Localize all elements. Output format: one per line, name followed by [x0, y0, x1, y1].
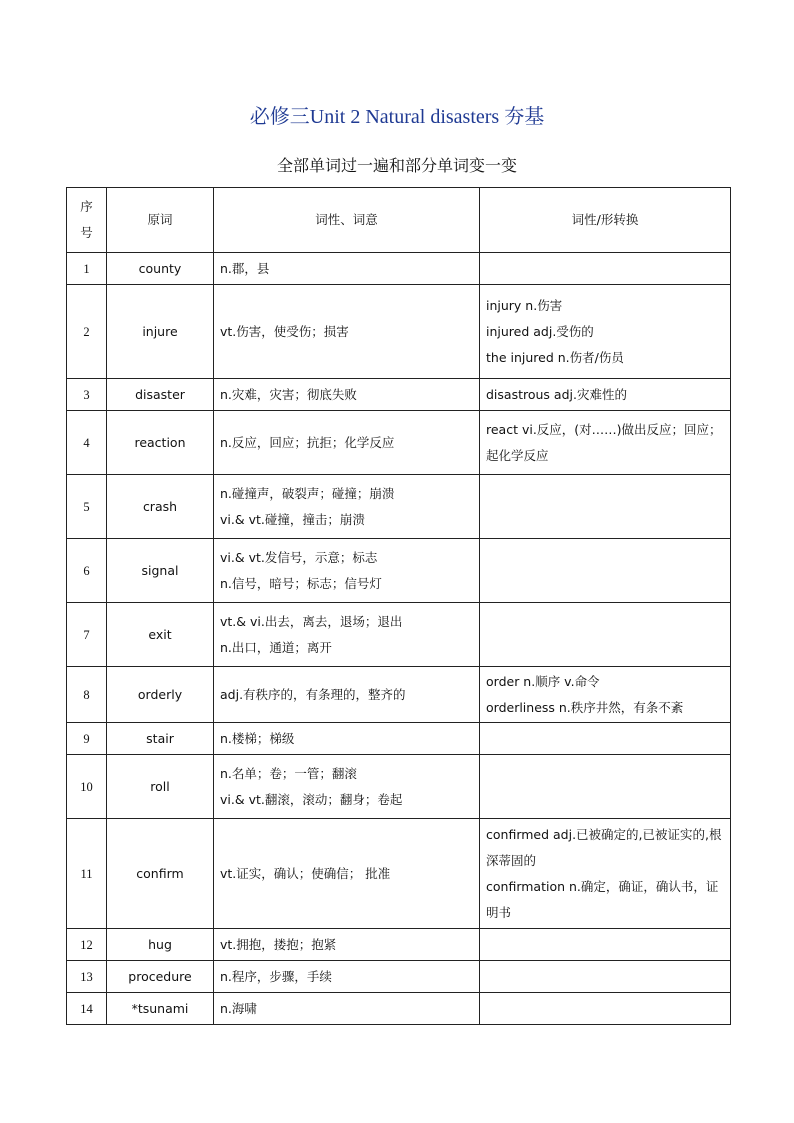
row-meaning [214, 723, 480, 755]
meaning-line: adj.有秩序的，有条理的，整齐的 [220, 686, 406, 702]
row-number: 14 [67, 993, 107, 1025]
row-conversion [480, 379, 731, 411]
row-word: injure [107, 285, 214, 379]
row-number: 3 [67, 379, 107, 411]
header-num-char: 序 [80, 199, 93, 214]
header-word: 原词 [107, 188, 214, 253]
row-conversion [480, 475, 731, 539]
vocabulary-table [66, 187, 731, 1025]
row-meaning [214, 755, 480, 819]
row-word: hug [107, 929, 214, 961]
meaning-line: n.楼梯；梯级 [220, 730, 295, 746]
conversion-line: react vi.反应，(对……)做出反应；回应；起化学反应 [486, 421, 722, 463]
row-conversion [480, 819, 731, 929]
row-conversion [480, 723, 731, 755]
row-conversion [480, 285, 731, 379]
table-row [67, 539, 731, 603]
conversion-line: the injured n.伤者/伤员 [486, 349, 624, 365]
row-number: 5 [67, 475, 107, 539]
row-word: procedure [107, 961, 214, 993]
meaning-line: vt.拥抱，搂抱；抱紧 [220, 936, 337, 952]
meaning-line: n.出口，通道；离开 [220, 639, 332, 655]
table-row [67, 667, 731, 723]
table-row [67, 475, 731, 539]
table-row [67, 819, 731, 929]
row-word: roll [107, 755, 214, 819]
table-row [67, 379, 731, 411]
meaning-line: vt.& vi.出去，离去，退场；退出 [220, 613, 403, 629]
row-meaning [214, 475, 480, 539]
row-meaning [214, 379, 480, 411]
row-conversion [480, 667, 731, 723]
row-meaning [214, 819, 480, 929]
conversion-line: confirmed adj.已被确定的,已被证实的,根深蒂固的 [486, 826, 722, 868]
meaning-line: n.程序，步骤，手续 [220, 968, 332, 984]
row-word: crash [107, 475, 214, 539]
meaning-line: vi.& vt.发信号，示意；标志 [220, 549, 378, 565]
row-meaning [214, 961, 480, 993]
table-row [67, 961, 731, 993]
row-conversion [480, 929, 731, 961]
row-conversion [480, 755, 731, 819]
row-word: exit [107, 603, 214, 667]
row-number: 11 [67, 819, 107, 929]
row-meaning [214, 603, 480, 667]
row-word: orderly [107, 667, 214, 723]
table-row [67, 603, 731, 667]
meaning-line: n.郡，县 [220, 260, 270, 276]
table-row [67, 929, 731, 961]
row-word: signal [107, 539, 214, 603]
row-word: county [107, 253, 214, 285]
row-number: 9 [67, 723, 107, 755]
table-row [67, 411, 731, 475]
row-conversion [480, 411, 731, 475]
row-number: 1 [67, 253, 107, 285]
table-row [67, 993, 731, 1025]
row-conversion [480, 993, 731, 1025]
meaning-line: n.碰撞声，破裂声；碰撞；崩溃 [220, 485, 395, 501]
row-number: 8 [67, 667, 107, 723]
row-word: *tsunami [107, 993, 214, 1025]
row-word: confirm [107, 819, 214, 929]
meaning-line: vi.& vt.翻滚，滚动；翻身；卷起 [220, 791, 403, 807]
row-meaning [214, 929, 480, 961]
row-conversion [480, 961, 731, 993]
row-word: stair [107, 723, 214, 755]
header-conversion: 词性/形转换 [480, 188, 731, 253]
table-row [67, 285, 731, 379]
table-row [67, 755, 731, 819]
conversion-line: confirmation n.确定，确证，确认书，证明书 [486, 878, 719, 920]
conversion-line: disastrous adj.灾难性的 [486, 386, 627, 402]
table-row [67, 723, 731, 755]
row-meaning [214, 411, 480, 475]
table-body [67, 253, 731, 1025]
header-num-char: 号 [80, 225, 93, 240]
conversion-line: injured adj.受伤的 [486, 323, 594, 339]
row-meaning [214, 539, 480, 603]
table-header-row [67, 188, 731, 253]
table-row [67, 253, 731, 285]
row-conversion [480, 539, 731, 603]
row-number: 12 [67, 929, 107, 961]
document-subtitle: 全部单词过一遍和部分单词变一变 [276, 156, 517, 175]
conversion-line: orderliness n.秩序井然，有条不紊 [486, 699, 684, 715]
row-number: 2 [67, 285, 107, 379]
conversion-line: injury n.伤害 [486, 297, 563, 313]
meaning-line: n.信号，暗号；标志；信号灯 [220, 575, 382, 591]
row-number: 4 [67, 411, 107, 475]
meaning-line: n.灾难，灾害；彻底失败 [220, 386, 357, 402]
conversion-line: order n.顺序 v.命令 [486, 673, 600, 689]
row-meaning [214, 253, 480, 285]
meaning-line: n.名单；卷；一管；翻滚 [220, 765, 357, 781]
row-meaning [214, 667, 480, 723]
row-conversion [480, 603, 731, 667]
row-number: 6 [67, 539, 107, 603]
meaning-line: vt.伤害，使受伤；损害 [220, 323, 349, 339]
header-meaning: 词性、词意 [214, 188, 480, 253]
row-word: reaction [107, 411, 214, 475]
row-meaning [214, 285, 480, 379]
row-number: 13 [67, 961, 107, 993]
row-number: 10 [67, 755, 107, 819]
meaning-line: n.海啸 [220, 1000, 257, 1016]
row-meaning [214, 993, 480, 1025]
row-number: 7 [67, 603, 107, 667]
meaning-line: vi.& vt.碰撞，撞击；崩溃 [220, 511, 365, 527]
header-num [67, 188, 107, 253]
document-title: 必修三Unit 2 Natural disasters 夯基 [249, 106, 545, 128]
row-word: disaster [107, 379, 214, 411]
meaning-line: vt.证实，确认；使确信； 批准 [220, 865, 391, 881]
row-conversion [480, 253, 731, 285]
meaning-line: n.反应，回应；抗拒；化学反应 [220, 434, 395, 450]
